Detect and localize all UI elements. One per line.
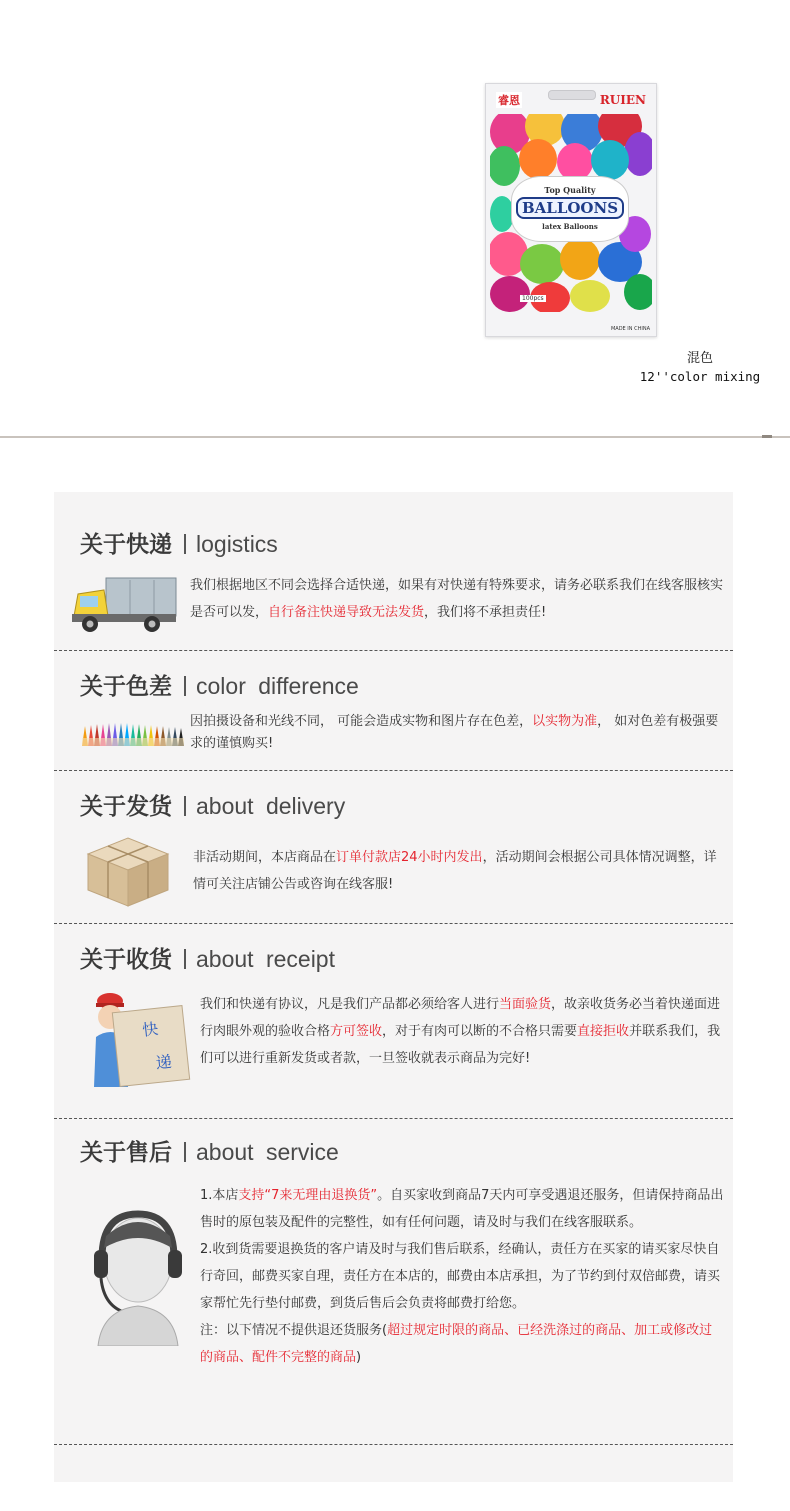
package-origin: MADE IN CHINA xyxy=(610,326,650,332)
package-subtitle: latex Balloons xyxy=(542,222,598,231)
highlight-text: 当面验货 xyxy=(499,997,552,1012)
paragraph xyxy=(200,1236,725,1317)
section-title-en: logistics xyxy=(196,531,278,557)
body-text: 2.收到货需要退换货的客户请及时与我们售后联系，经确认，责任方在买家的请买家尽快自行奇回，邮费买家自理，责任方在本店的，邮费由本店承担，为了节约到付双倍邮费，请买家帮忙先行垫付邮费，到货后售后会负责将邮费打给您。 xyxy=(200,1242,721,1311)
body-text: ) xyxy=(356,1350,362,1365)
body-text: ，对于有肉可以断的不合格只需要 xyxy=(382,1024,578,1039)
highlight-text: 支持“7来无理由退换货” xyxy=(238,1188,378,1203)
section-title-en: color difference xyxy=(196,673,359,699)
highlight-text: 超过规定时限的商品、已经洗涤过的商品、加工或修改过的商品、配件不完整的商品 xyxy=(200,1323,713,1365)
section-heading xyxy=(80,526,278,559)
hang-hole xyxy=(548,90,596,100)
title-separator xyxy=(184,796,186,816)
highlight-text: 方可签收 xyxy=(330,1024,383,1039)
body-text: ， 如对色差有极强要求的谨慎购买! xyxy=(190,714,719,751)
section-text xyxy=(200,991,725,1072)
highlight-text: 以实物为准 xyxy=(532,714,598,729)
top-divider xyxy=(0,436,790,438)
balloon-package-image[interactable] xyxy=(485,83,657,337)
headset-agent-icon xyxy=(88,1206,188,1346)
section-title-en: about service xyxy=(196,1139,339,1165)
box-label-kuai: 快 xyxy=(141,1019,160,1040)
body-text: 因拍摄设备和光线不同， 可能会造成实物和图片存在色差， xyxy=(190,714,533,729)
colored-pencils-icon xyxy=(80,720,186,746)
body-text: 我们和快递有协议，凡是我们产品都必须给客人进行 xyxy=(200,997,500,1012)
box-label-di: 递 xyxy=(154,1051,173,1073)
section-heading xyxy=(80,668,359,701)
paragraph xyxy=(200,991,725,1072)
title-separator xyxy=(184,949,186,969)
body-text: ，活动期间会根据公司具体情况调整，详情可关注店铺公告或咨询在线客服! xyxy=(193,850,717,892)
paragraph xyxy=(200,1317,725,1371)
body-text: 并联系我们，我们可以进行重新发货或者款，一旦签收就表示商品为完好! xyxy=(200,1024,721,1066)
paragraph xyxy=(190,572,725,626)
section-heading xyxy=(80,1134,339,1167)
package-title: BALLOONS xyxy=(516,197,624,219)
paragraph xyxy=(200,1182,725,1236)
section-title-cn: 关于快递 xyxy=(80,532,172,558)
body-text: 非活动期间，本店商品在 xyxy=(193,850,337,865)
section-heading xyxy=(80,941,335,974)
section-divider xyxy=(54,1444,733,1445)
highlight-text: 自行备注快递导致无法发货 xyxy=(268,605,425,620)
section-text xyxy=(193,844,725,898)
package-tagline: Top Quality xyxy=(544,185,596,195)
section-title-en: about receipt xyxy=(196,946,335,972)
package-count: 100pcs xyxy=(522,295,544,302)
title-separator xyxy=(184,676,186,696)
section-divider xyxy=(54,923,733,924)
title-separator xyxy=(184,1142,186,1162)
section-divider xyxy=(54,1118,733,1119)
paragraph xyxy=(190,711,725,755)
section-title-cn: 关于售后 xyxy=(80,1140,172,1166)
body-text: 1.本店 xyxy=(200,1188,239,1203)
product-variant-area xyxy=(0,0,790,440)
paragraph xyxy=(193,844,725,898)
body-text: 注：以下情况不提供退还货服务( xyxy=(200,1323,388,1338)
highlight-text: 订单付款店24小时内发出 xyxy=(336,850,483,865)
section-divider xyxy=(54,770,733,771)
body-text: 。自买家收到商品7天内可享受遇退还服务，但请保持商品出售时的原包装及配件的完整性，如有任何问题，请及时与我们在线客服联系。 xyxy=(200,1188,724,1230)
section-heading xyxy=(80,788,345,821)
title-separator xyxy=(184,534,186,554)
body-text: 我们根据地区不同会选择合适快递，如果有对快递有特殊要求，请务必联系我们在线客服核实是否可以发， xyxy=(190,578,724,620)
brand-en: RUIEN xyxy=(599,93,646,107)
parcel-box-icon xyxy=(84,834,172,908)
delivery-truck-icon xyxy=(70,576,178,634)
section-title-en: about delivery xyxy=(196,793,346,819)
section-title-cn: 关于收货 xyxy=(80,947,172,973)
section-text xyxy=(200,1182,725,1371)
body-text: ，我们将不承担责任! xyxy=(424,605,547,620)
section-text xyxy=(190,711,725,755)
section-text xyxy=(190,572,725,626)
section-title-cn: 关于色差 xyxy=(80,674,172,700)
section-title-cn: 关于发货 xyxy=(80,794,172,820)
store-policy-panel xyxy=(54,492,733,1482)
variant-description: 12''color mixing xyxy=(639,369,761,384)
brand-cn: 睿恩 xyxy=(498,94,520,107)
courier-icon xyxy=(88,989,192,1089)
package-label xyxy=(511,176,629,242)
variant-name: 混色 xyxy=(686,351,713,366)
highlight-text: 直接拒收 xyxy=(577,1024,630,1039)
section-divider xyxy=(54,650,733,651)
body-text: ，故亲收货务必当着快递面进行肉眼外观的验收合格 xyxy=(200,997,721,1039)
